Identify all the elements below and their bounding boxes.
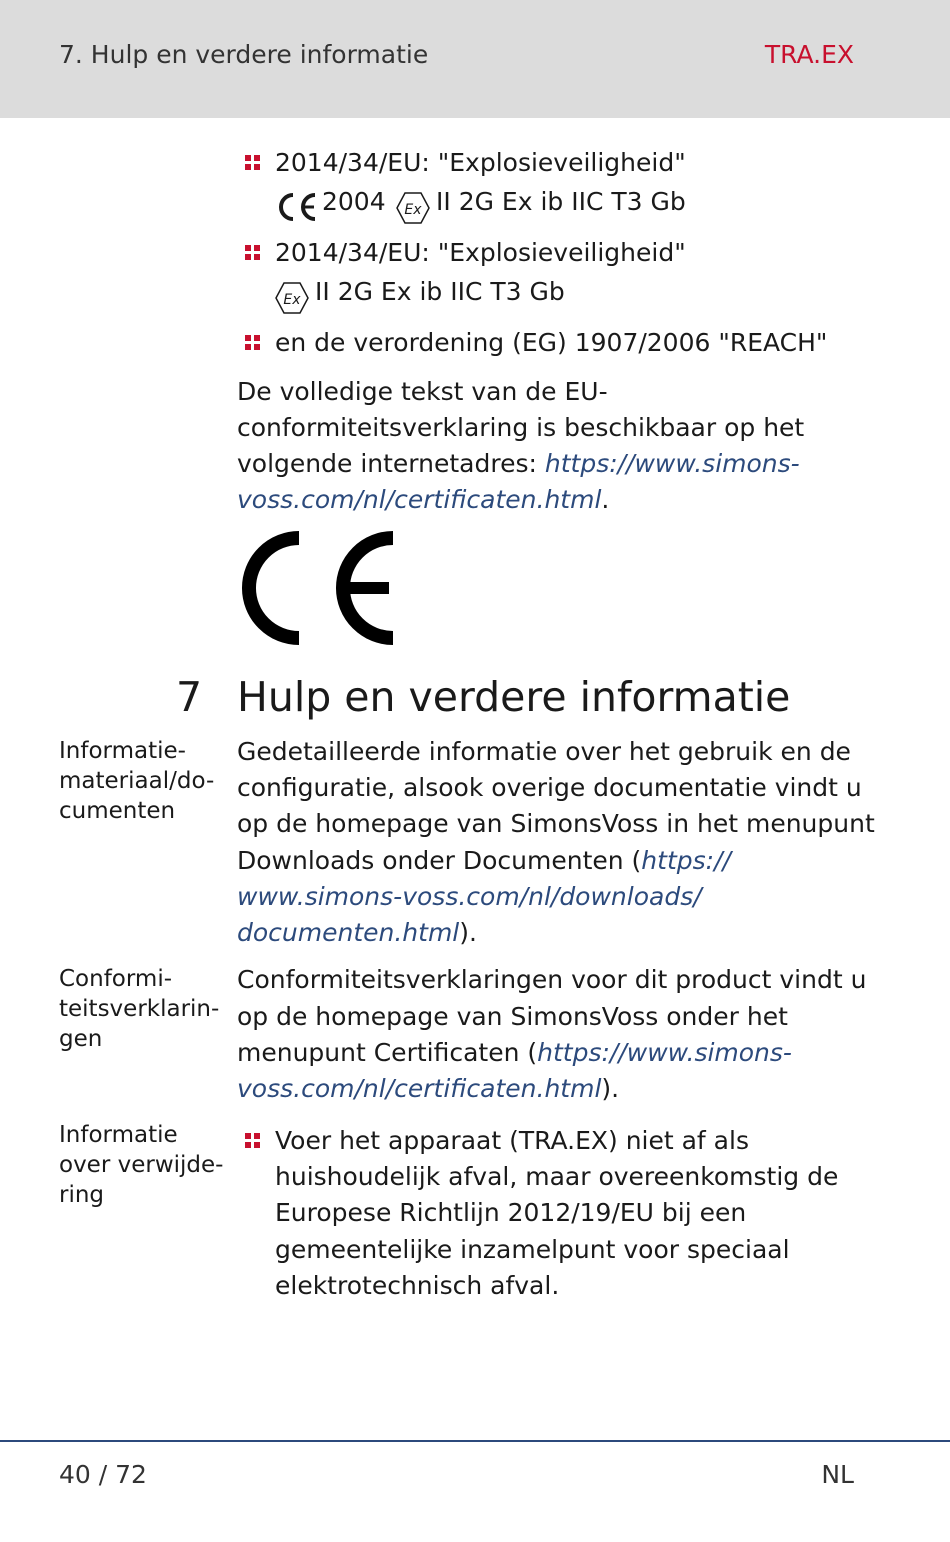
conformity-text-line: conformiteitsverklaring is beschikbaar op het xyxy=(237,413,805,442)
conformity-text-line: De volledige tekst van de EU- xyxy=(237,377,608,406)
certificates-link[interactable]: https://www.simons- xyxy=(544,449,800,478)
downloads-link[interactable]: https:// xyxy=(641,846,731,875)
chapter-title: Hulp en verdere informatie xyxy=(237,673,791,721)
ex-hexagon-icon xyxy=(396,192,430,224)
bullet-icon xyxy=(245,155,261,171)
downloads-link[interactable]: documenten.html xyxy=(237,918,460,947)
side-label-declarations xyxy=(59,964,219,1054)
directive-marking: II 2G Ex ib IIC T3 Gb xyxy=(436,187,686,216)
side-label-line: materiaal/do- xyxy=(59,768,215,794)
ce-mark-small-icon xyxy=(275,192,319,222)
certificates-link[interactable]: voss.com/nl/certificaten.html xyxy=(237,485,602,514)
conformity-text-line xyxy=(237,446,800,482)
side-label-line: gen xyxy=(59,1026,103,1052)
conformity-text: volgende internetadres: xyxy=(237,449,545,478)
side-label-line: cumenten xyxy=(59,798,176,824)
side-label-line: Informatie xyxy=(59,1122,178,1148)
directive-year: 2004 xyxy=(322,187,386,216)
side-label-line: teitsverklarin- xyxy=(59,996,220,1022)
certificates-link[interactable]: voss.com/nl/certificaten.html xyxy=(237,1074,602,1103)
footer-divider xyxy=(0,1440,950,1442)
side-label-disposal xyxy=(59,1120,223,1210)
documents-text-line: op de homepage van SimonsVoss in het menupunt xyxy=(237,809,875,838)
disposal-text-line: Europese Richtlijn 2012/19/EU bij een xyxy=(275,1198,747,1227)
documents-text-line xyxy=(237,879,702,915)
documents-text-line xyxy=(237,843,731,879)
side-label-line: Informatie- xyxy=(59,738,186,764)
declarations-text-line: op de homepage van SimonsVoss onder het xyxy=(237,1002,788,1031)
declarations-text-line: Conformiteitsverklaringen voor dit product vindt u xyxy=(237,965,867,994)
directive-line: 2014/34/EU: "Explosieveiligheid" xyxy=(275,238,686,267)
side-label-line: ring xyxy=(59,1182,105,1208)
language-code: NL xyxy=(821,1460,854,1489)
disposal-text-line: gemeentelijke inzamelpunt voor speciaal xyxy=(275,1235,790,1264)
directive-line: en de verordening (EG) 1907/2006 "REACH" xyxy=(275,328,828,357)
svg-text:Ex: Ex xyxy=(404,202,422,218)
side-label-line: Conformi- xyxy=(59,966,173,992)
ce-mark-icon xyxy=(237,531,399,645)
conformity-text-line xyxy=(237,482,609,518)
disposal-text-line: elektrotechnisch afval. xyxy=(275,1271,560,1300)
documents-text-line xyxy=(237,915,477,951)
punctuation: ). xyxy=(459,918,477,947)
side-label-documents xyxy=(59,736,214,826)
bullet-icon xyxy=(245,335,261,351)
page-number: 40 / 72 xyxy=(59,1460,147,1489)
declarations-text-line xyxy=(237,1071,619,1107)
chapter-number: 7 xyxy=(176,673,203,721)
page-header xyxy=(0,0,950,118)
documents-text-line: configuratie, alsook overige documentatie vindt u xyxy=(237,773,862,802)
ex-hexagon-icon xyxy=(275,282,309,314)
directive-marking: II 2G Ex ib IIC T3 Gb xyxy=(315,277,565,306)
bullet-icon xyxy=(245,1133,261,1149)
declarations-text: menupunt Certificaten ( xyxy=(237,1038,538,1067)
documents-text: Downloads onder Documenten ( xyxy=(237,846,642,875)
punctuation: ). xyxy=(601,1074,620,1103)
header-section-title: 7. Hulp en verdere informatie xyxy=(59,40,429,69)
disposal-text-line: huishoudelijk afval, maar overeenkomstig de xyxy=(275,1162,839,1191)
documents-text-line: Gedetailleerde informatie over het gebruik en de xyxy=(237,737,851,766)
directive-line: 2014/34/EU: "Explosieveiligheid" xyxy=(275,148,686,177)
svg-text:Ex: Ex xyxy=(283,292,301,308)
header-product-name: TRA.EX xyxy=(764,40,854,69)
bullet-icon xyxy=(245,245,261,261)
declarations-text-line xyxy=(237,1035,792,1071)
downloads-link[interactable]: www.simons-voss.com/nl/downloads/ xyxy=(237,882,702,911)
side-label-line: over verwijde- xyxy=(59,1152,224,1178)
punctuation: . xyxy=(601,485,610,514)
certificates-link[interactable]: https://www.simons- xyxy=(537,1038,792,1067)
disposal-text-line: Voer het apparaat (TRA.EX) niet af als xyxy=(275,1126,749,1155)
